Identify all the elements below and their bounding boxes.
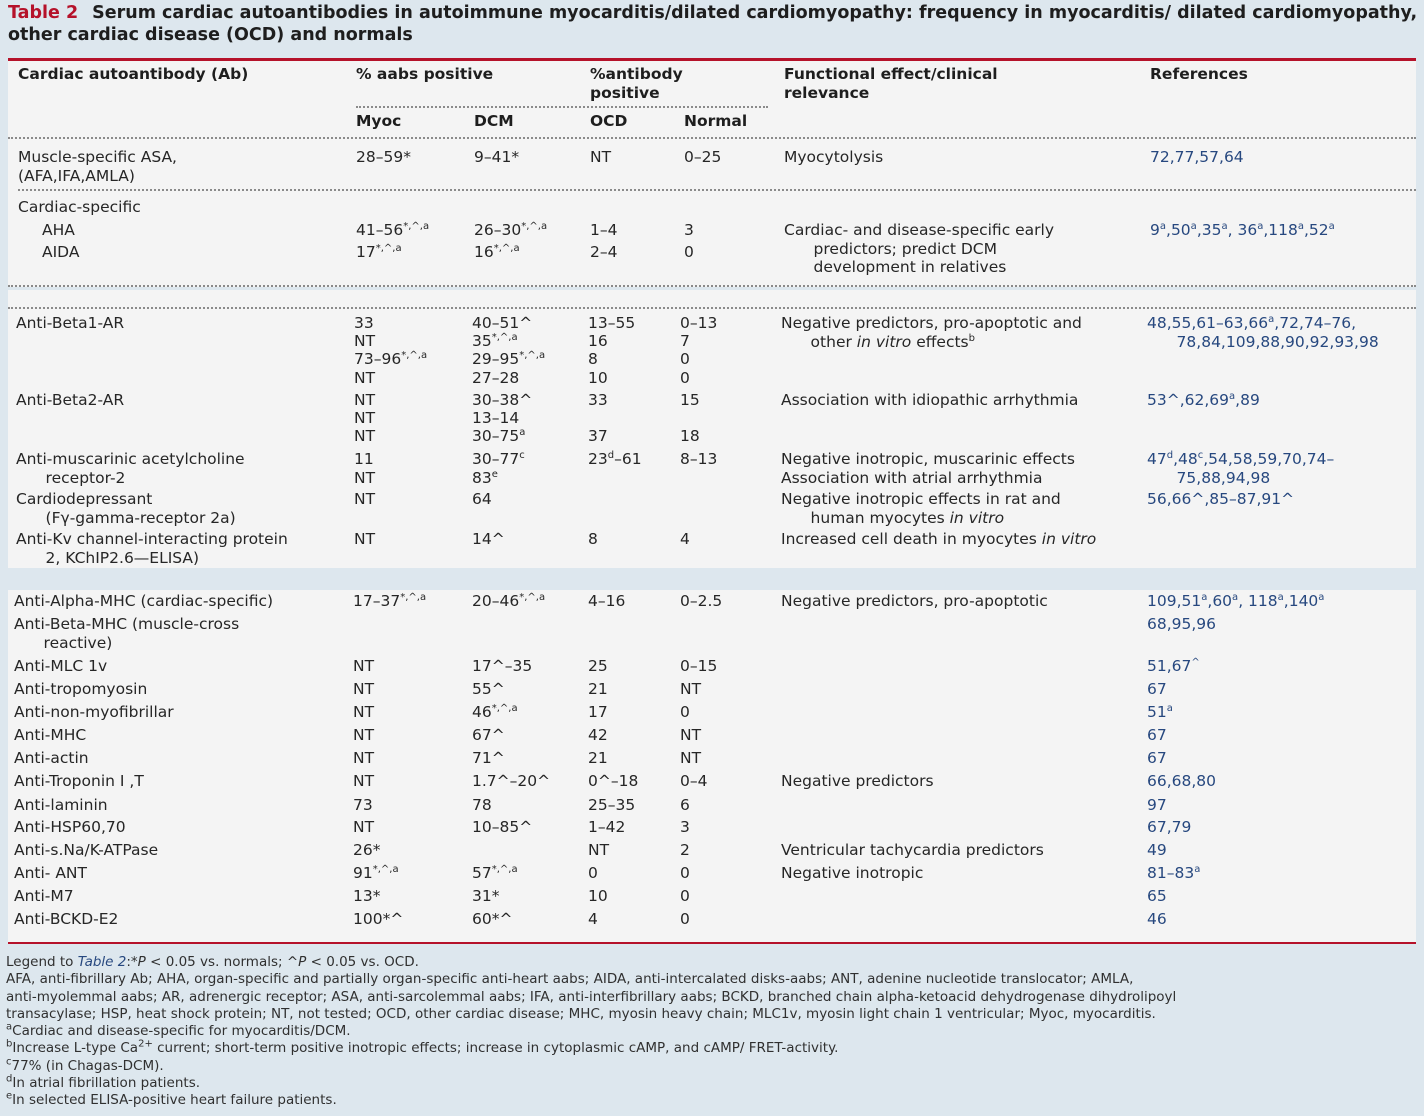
row-hsp-normal: 3	[680, 818, 690, 836]
row-actin-myoc: NT	[353, 749, 375, 767]
row-aida-dcm: $16^{*,\^{},a}$	[474, 242, 520, 261]
row-alpha-mhc-name: Anti-Alpha-MHC (cardiac-specific)	[14, 592, 274, 610]
row-beta1-dcm: 40–51^ $35^{*,\^{},a}$ $29-95^{*,\^{},a}$ 27–28	[472, 314, 546, 387]
row-actin-dcm: 71^	[472, 749, 505, 767]
section-divider	[8, 285, 1416, 287]
col-header-normal: Normal	[684, 112, 748, 130]
row-alpha-mhc-ocd: 4–16	[588, 592, 626, 610]
row-m7-ocd: 10	[588, 887, 608, 905]
row-beta2-name: Anti-Beta2-AR	[16, 391, 125, 409]
row-laminin-name: Anti-laminin	[14, 796, 108, 814]
row-aha-normal: 3	[684, 221, 694, 239]
col-header-references: References	[1150, 65, 1248, 83]
row-nonmyo-name: Anti-non-myofibrillar	[14, 703, 174, 721]
legend-significance: Legend to Table 2:*P < 0.05 vs. normals; ^P < 0.05 vs. OCD.	[6, 954, 419, 970]
row-laminin-dcm: 78	[472, 796, 492, 814]
row-m7-normal: 0	[680, 887, 690, 905]
row-aida-myoc: $17^{*,\^{},a}$	[356, 242, 402, 261]
row-alpha-mhc-effect: Negative predictors, pro-apoptotic	[781, 592, 1048, 610]
row-troponin-name: Anti-Troponin I ,T	[14, 772, 144, 790]
row-cardiodep-effect: Negative inotropic effects in rat and human myocytes in vitro	[781, 490, 1061, 527]
row-tropomyosin-dcm: 55^	[472, 680, 505, 698]
row-cardiodep-myoc: NT	[354, 490, 376, 508]
row-m2-effect: Negative inotropic, muscarinic effects Association with atrial arrhythmia	[781, 450, 1075, 487]
row-beta2-refs: 53^,62,69$^a$,89	[1147, 390, 1260, 409]
table-title	[8, 2, 1418, 46]
row-aida-ocd: 2–4	[590, 243, 618, 261]
row-beta2-dcm: 30–38^ 13–14 30–75$^a$	[472, 391, 533, 446]
row-kv-effect: Increased cell death in myocytes in vitro	[781, 530, 1097, 548]
row-atpase-refs: 49	[1147, 841, 1167, 859]
row-m2-refs: 47$^d$,48$^c$,54,58,59,70,74– 75,88,94,98	[1147, 449, 1335, 487]
row-bckd-name: Anti-BCKD-E2	[14, 910, 119, 928]
row-hsp-myoc: NT	[353, 818, 375, 836]
row-laminin-normal: 6	[680, 796, 690, 814]
row-beta1-ocd: 13–55 16 8 10	[588, 314, 636, 387]
row-ant-effect: Negative inotropic	[781, 864, 924, 882]
row-aha-myoc: $41-56^{*,\^{},a}$	[356, 220, 430, 239]
row-mlc-ocd: 25	[588, 657, 608, 675]
row-beta1-myoc: 33 NT $73-96^{*,\^{},a}$ NT	[354, 314, 428, 387]
row-nonmyo-normal: 0	[680, 703, 690, 721]
row-kv-dcm: 14^	[472, 530, 505, 548]
group-cardiac-specific: Cardiac-specific	[18, 198, 141, 216]
row-beta1-effect: Negative predictors, pro-apoptotic and other in vitro effects$^b$	[781, 314, 1082, 351]
row-alpha-mhc-dcm: $20-46^{*,\^{},a}$	[472, 591, 546, 610]
row-beta-mhc-refs: 68,95,96	[1147, 615, 1217, 633]
row-asa-effect: Myocytolysis	[784, 148, 884, 166]
col-header-ocd: OCD	[590, 112, 628, 130]
col-header-myoc: Myoc	[356, 112, 402, 130]
row-m2-dcm: 30–77$^c$ 83e	[472, 449, 525, 487]
table-panel-bottom	[8, 590, 1416, 944]
row-aha-ocd: 1–4	[590, 221, 618, 239]
row-asa-myoc: 28–59*	[356, 148, 411, 166]
table-panel-middle	[8, 290, 1416, 568]
row-tropomyosin-name: Anti-tropomyosin	[14, 680, 148, 698]
row-beta-mhc-name: Anti-Beta-MHC (muscle-cross reactive)	[14, 615, 240, 652]
row-m2-name: Anti-muscarinic acetylcholine receptor-2	[16, 450, 245, 487]
row-alpha-mhc-normal: 0–2.5	[680, 592, 723, 610]
row-bckd-ocd: 4	[588, 910, 598, 928]
row-beta1-normal: 0–13 7 0 0	[680, 314, 718, 387]
row-m2-ocd: 23$^d$–61	[588, 449, 642, 468]
row-m7-refs: 65	[1147, 887, 1167, 905]
table-link[interactable]: Table 2	[77, 954, 127, 970]
row-nonmyo-refs: 51$^a$	[1147, 702, 1173, 721]
row-beta2-effect: Association with idiopathic arrhythmia	[781, 391, 1079, 409]
row-ant-ocd: 0	[588, 864, 598, 882]
col-header-aabs-positive: % aabs positive	[356, 65, 494, 83]
row-hsp-refs: 67,79	[1147, 818, 1192, 836]
row-mlc-refs: 51,67^	[1147, 656, 1200, 675]
row-tropomyosin-ocd: 21	[588, 680, 608, 698]
row-aha-refs: 9$^a$,50$^a$,35$^a$, 36$^a$,118$^a$,52$^a$	[1150, 220, 1335, 239]
row-beta2-myoc: NT NT NT	[354, 391, 376, 446]
row-ant-normal: 0	[680, 864, 690, 882]
row-aha-dcm: $26-30^{*,\^{},a}$	[474, 220, 548, 239]
row-alpha-mhc-myoc: $17-37^{*,\^{},a}$	[353, 591, 427, 610]
row-beta1-name: Anti-Beta1-AR	[16, 314, 125, 332]
row-asa-normal: 0–25	[684, 148, 722, 166]
row-m7-myoc: 13*	[353, 887, 381, 905]
row-beta2-normal: 15 18	[680, 391, 700, 446]
row-atpase-name: Anti-s.Na/K-ATPase	[14, 841, 159, 859]
row-nonmyo-ocd: 17	[588, 703, 608, 721]
row-troponin-refs: 66,68,80	[1147, 772, 1217, 790]
table-panel-top	[8, 58, 1416, 287]
row-mhc-dcm: 67^	[472, 726, 505, 744]
row-kv-name: Anti-Kv channel-interacting protein 2, KChIP2.6—ELISA)	[16, 530, 288, 567]
row-actin-normal: NT	[680, 749, 702, 767]
row-mhc-ocd: 42	[588, 726, 608, 744]
row-m2-normal: 8–13	[680, 450, 718, 468]
row-cardiodep-refs: 56,66^,85–87,91^	[1147, 490, 1295, 508]
legend-abbrev-2: anti-myolemmal aabs; AR, adrenergic receptor; ASA, anti-sarcolemmal aabs; IFA, anti-interfibrillary aabs; BCKD, branched chain alpha-ketoacid dehydrogenase dihydrolipoyl	[6, 988, 1177, 1005]
row-mhc-name: Anti-MHC	[14, 726, 87, 744]
row-alpha-mhc-refs: 109,51$^a$,60$^a$, 118$^a$,140$^a$	[1147, 591, 1325, 610]
legend-abbrev-1: AFA, anti-fibrillary Ab; AHA, organ-specific and partially organ-specific anti-heart aabs; AIDA, anti-intercalated disks-aabs; ANT, adenine nucleotide translocator; AMLA,	[6, 971, 1134, 988]
legend-note-b: $^b$Increase L-type $Ca^{2+}$ current; short-term positive inotropic effects; increase in cytoplasmic cAMP, and cAMP/ FRET-activity.	[6, 1038, 839, 1057]
row-m7-dcm: 31*	[472, 887, 500, 905]
row-mhc-normal: NT	[680, 726, 702, 744]
row-laminin-refs: 97	[1147, 796, 1167, 814]
col-header-antibody-positive: %antibody positive	[590, 65, 683, 102]
row-hsp-dcm: 10–85^	[472, 818, 533, 836]
row-actin-refs: 67	[1147, 749, 1167, 767]
legend-note-a: $^a$Cardiac and disease-specific for myocarditis/DCM.	[6, 1021, 351, 1040]
row-nonmyo-dcm: $46^{*,\^{},a}$	[472, 702, 518, 721]
col-header-functional: Functional effect/clinical relevance	[784, 65, 998, 102]
row-tropomyosin-myoc: NT	[353, 680, 375, 698]
row-actin-ocd: 21	[588, 749, 608, 767]
legend-note-c: $^c$77% (in Chagas-DCM).	[6, 1056, 164, 1074]
row-mlc-dcm: 17^–35	[472, 657, 533, 675]
row-ant-myoc: $91^{*,\^{},a}$	[353, 863, 399, 882]
row-m7-name: Anti-M7	[14, 887, 74, 905]
row-aha-effect: Cardiac- and disease-specific early predictors; predict DCM development in relatives	[784, 221, 1055, 276]
row-cardiodep-dcm: 64	[472, 490, 492, 508]
col-header-antibody: Cardiac autoantibody (Ab)	[18, 65, 249, 83]
row-laminin-myoc: 73	[353, 796, 373, 814]
row-asa-dcm: 9–41*	[474, 148, 520, 166]
row-aida-name: AIDA	[42, 243, 80, 261]
row-bckd-myoc: 100*^	[353, 910, 404, 928]
row-aida-normal: 0	[684, 243, 694, 261]
row-kv-myoc: NT	[354, 530, 376, 548]
row-tropomyosin-normal: NT	[680, 680, 702, 698]
row-asa-ocd: NT	[590, 148, 612, 166]
row-bckd-dcm: 60*^	[472, 910, 513, 928]
row-bckd-refs: 46	[1147, 910, 1167, 928]
table-legend	[6, 954, 1416, 1110]
row-atpase-myoc: 26*	[353, 841, 381, 859]
row-atpase-effect: Ventricular tachycardia predictors	[781, 841, 1044, 859]
row-troponin-effect: Negative predictors	[781, 772, 934, 790]
legend-note-d: $^d$In atrial fibrillation patients.	[6, 1073, 201, 1092]
header-divider	[8, 137, 1416, 139]
row-divider	[18, 189, 1416, 191]
row-hsp-name: Anti-HSP60,70	[14, 818, 126, 836]
row-atpase-ocd: NT	[588, 841, 610, 859]
row-mlc-name: Anti-MLC 1v	[14, 657, 108, 675]
row-troponin-ocd: 0^–18	[588, 772, 639, 790]
legend-abbrev-3: transacylase; HSP, heat shock protein; NT, not tested; OCD, other cardiac disease; MHC, myosin heavy chain; MLC1v, myosin light chain 1 ventricular; Myoc, myocarditis.	[6, 1005, 1156, 1022]
row-tropomyosin-refs: 67	[1147, 680, 1167, 698]
row-bckd-normal: 0	[680, 910, 690, 928]
row-troponin-dcm: 1.7^–20^	[472, 772, 551, 790]
row-ant-dcm: $57^{*,\^{},a}$	[472, 863, 518, 882]
section-divider-2	[8, 307, 1416, 309]
row-actin-name: Anti-actin	[14, 749, 89, 767]
row-hsp-ocd: 1–42	[588, 818, 626, 836]
header-divider-sub	[356, 106, 768, 108]
row-m2-myoc: 11 NT	[354, 450, 376, 487]
row-ant-refs: 81–83$^a$	[1147, 863, 1201, 882]
row-atpase-normal: 2	[680, 841, 690, 859]
row-troponin-myoc: NT	[353, 772, 375, 790]
row-mhc-myoc: NT	[353, 726, 375, 744]
table-label: Table 2	[8, 3, 79, 23]
row-ant-name: Anti- ANT	[14, 864, 87, 882]
row-nonmyo-myoc: NT	[353, 703, 375, 721]
table-caption: Serum cardiac autoantibodies in autoimmune myocarditis/dilated cardiomyopathy: frequency in myocarditis/ dilated cardiomyopathy, other cardiac disease (OCD) and normals	[8, 3, 1418, 45]
row-kv-normal: 4	[680, 530, 690, 548]
row-mhc-refs: 67	[1147, 726, 1167, 744]
legend-note-e: $^e$In selected ELISA-positive heart failure patients.	[6, 1090, 337, 1109]
row-troponin-normal: 0–4	[680, 772, 708, 790]
row-beta2-ocd: 33 37	[588, 391, 608, 446]
col-header-dcm: DCM	[474, 112, 514, 130]
row-cardiodep-name: Cardiodepressant (Fγ-gamma-receptor 2a)	[16, 490, 236, 527]
row-kv-ocd: 8	[588, 530, 598, 548]
row-aha-name: AHA	[42, 221, 75, 239]
row-mlc-normal: 0–15	[680, 657, 718, 675]
row-laminin-ocd: 25–35	[588, 796, 636, 814]
row-mlc-myoc: NT	[353, 657, 375, 675]
row-asa-name: Muscle-specific ASA, (AFA,IFA,AMLA)	[18, 148, 177, 185]
row-beta1-refs: 48,55,61–63,66$^a$,72,74–76, 78,84,109,88,90,92,93,98	[1147, 313, 1379, 351]
row-asa-refs: 72,77,57,64	[1150, 148, 1244, 166]
